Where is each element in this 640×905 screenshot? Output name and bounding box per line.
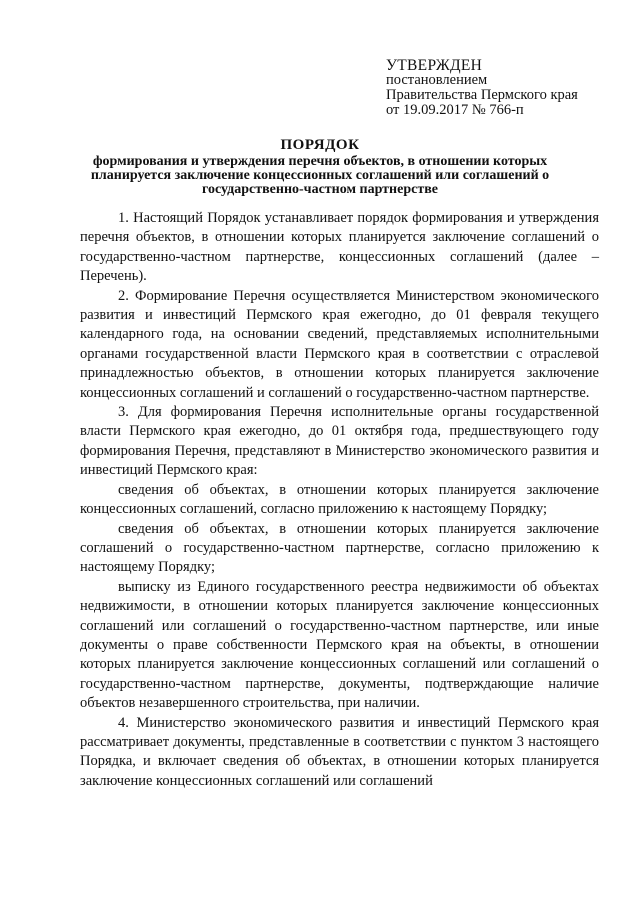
document-title: ПОРЯДОК — [280, 137, 360, 153]
approval-stamp — [386, 58, 626, 118]
document-body — [80, 209, 599, 791]
paragraph-1: 1. Настоящий Порядок устанавливает порядок формирования и утверждения перечня объектов, в отношении которых планируется заключение соглашений о государственно-частном партнерстве, концессионных соглашений (далее – Перечень). — [80, 210, 599, 285]
paragraph-3-item-ppp: сведения об объектах, в отношении которых планируется заключение соглашений о государственно-частном партнерстве, согласно приложению к настоящему Порядку; — [80, 520, 599, 576]
paragraph-4: 4. Министерство экономического развития и инвестиций Пермского края рассматривает документы, представленные в соответствии с пунктом 3 настоящего Порядка, и включает сведения об объектах, в отношении которых планируется заключение концессионных соглашений или соглашений — [80, 714, 599, 789]
approval-line-decree: постановлением — [386, 72, 488, 88]
paragraph-3: 3. Для формирования Перечня исполнительные органы государственной власти Пермского края ежегодно, до 01 октября года, предшествующего году формирования Перечня, представляют в Министерство экономического развития и инвестиций Пермского края: — [80, 404, 599, 479]
paragraph-3-item-registry: выписку из Единого государственного реестра недвижимости об объектах недвижимости, в отношении которых планируется заключение концессионных соглашений или соглашений о государственно-частном партнерстве, или иные документы о праве собственности Пермского края на объекты, в отношении которых планируется заключение концессионных соглашений или соглашений о государственно-частном партнерстве, документы, подтверждающие наличие объектов незавершенного строительства, при наличии. — [80, 578, 599, 712]
approval-line-date: от 19.09.2017 № 766-п — [386, 102, 524, 118]
document-subtitle: формирования и утверждения перечня объектов, в отношении которых планируется заключение концессионных соглашений или соглашений о государственно-частном партнерстве — [90, 154, 550, 197]
paragraph-3-item-concession: сведения об объектах, в отношении которых планируется заключение концессионных соглашений, согласно приложению к настоящему Порядку; — [80, 481, 599, 518]
approval-heading: УТВЕРЖДЕН — [386, 57, 483, 74]
approval-line-government: Правительства Пермского края — [386, 87, 578, 103]
paragraph-2: 2. Формирование Перечня осуществляется Министерством экономического развития и инвестиций Пермского края ежегодно, до 01 февраля текущего календарного года, на основании сведений, представляемых исполнительными органами государственной власти Пермского края в соответствии с отраслевой принадлежностью объектов, в отношении которых планируется заключение концессионных соглашений и соглашений о государственно-частном партнерстве. — [80, 287, 599, 401]
